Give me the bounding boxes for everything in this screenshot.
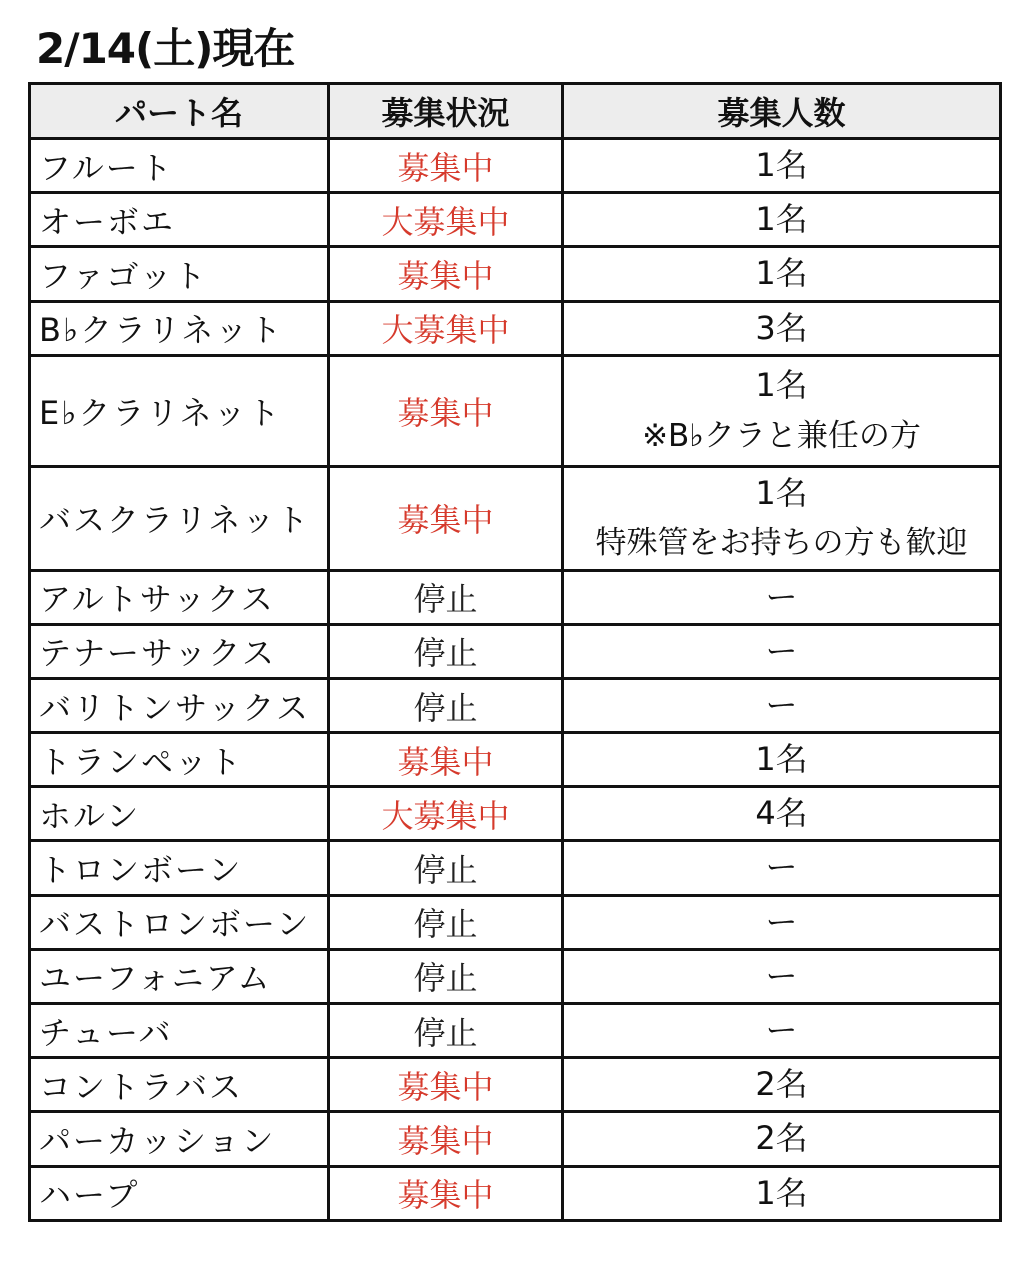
table-row (30, 1004, 1001, 1058)
recruit-status: 募集中 (329, 247, 563, 301)
recruit-count-cell (563, 247, 1001, 301)
part-name: パーカッション (30, 1112, 329, 1166)
recruit-count: 4名 (755, 794, 808, 833)
table-row (30, 570, 1001, 624)
recruit-status: 募集中 (329, 139, 563, 193)
part-name: コントラバス (30, 1058, 329, 1112)
recruit-count-cell (563, 301, 1001, 355)
part-name: アルトサックス (30, 570, 329, 624)
recruit-status: 募集中 (329, 466, 563, 570)
page-title: 2/14(土)現在 (36, 24, 295, 73)
recruit-count-cell (563, 841, 1001, 895)
recruit-count: 1名 (755, 366, 808, 405)
header-status: 募集状況 (329, 84, 563, 139)
recruit-count: 2名 (755, 1119, 808, 1158)
table-row (30, 355, 1001, 466)
recruit-status: 募集中 (329, 1112, 563, 1166)
recruit-count-cell (563, 949, 1001, 1003)
recruit-status: 停止 (329, 570, 563, 624)
recruit-count: 2名 (755, 1065, 808, 1104)
table-row (30, 949, 1001, 1003)
recruit-count: ー (765, 631, 798, 670)
recruit-status: 停止 (329, 1004, 563, 1058)
recruit-count: ー (765, 577, 798, 616)
table-row (30, 1112, 1001, 1166)
part-name: トランペット (30, 733, 329, 787)
table-row (30, 787, 1001, 841)
recruit-count-cell (563, 139, 1001, 193)
recruit-count: ー (765, 902, 798, 941)
recruit-count-cell (563, 466, 1001, 570)
part-name: B♭クラリネット (30, 301, 329, 355)
recruit-count: 1名 (755, 254, 808, 293)
recruit-status: 停止 (329, 841, 563, 895)
recruit-count-cell (563, 1112, 1001, 1166)
header-count: 募集人数 (563, 84, 1001, 139)
recruit-status: 募集中 (329, 1166, 563, 1220)
part-name: トロンボーン (30, 841, 329, 895)
recruit-status: 募集中 (329, 355, 563, 466)
recruit-count: 1名 (755, 146, 808, 184)
part-name: ホルン (30, 787, 329, 841)
table-row (30, 466, 1001, 570)
recruit-count-cell (563, 1166, 1001, 1220)
recruit-status: 大募集中 (329, 193, 563, 247)
part-name: オーボエ (30, 193, 329, 247)
table-row (30, 301, 1001, 355)
recruit-count-cell (563, 1004, 1001, 1058)
recruit-count: 1名 (755, 1173, 808, 1212)
recruit-count-cell (563, 1058, 1001, 1112)
table-row (30, 895, 1001, 949)
recruit-count-cell (563, 678, 1001, 732)
recruit-note: ※B♭クラと兼任の方 (642, 417, 921, 454)
recruit-count-cell (563, 624, 1001, 678)
recruit-count: ー (765, 1011, 798, 1050)
part-name: ハープ (30, 1166, 329, 1220)
recruit-count: ー (765, 956, 798, 995)
recruit-status: 募集中 (329, 733, 563, 787)
recruit-status: 大募集中 (329, 301, 563, 355)
recruit-status: 停止 (329, 949, 563, 1003)
recruit-count-cell (563, 733, 1001, 787)
recruit-note: 特殊管をお持ちの方も歓迎 (595, 524, 968, 561)
recruit-status: 停止 (329, 678, 563, 732)
part-name: ユーフォニアム (30, 949, 329, 1003)
table-header-row (30, 84, 1001, 139)
part-name: バリトンサックス (30, 678, 329, 732)
table-row (30, 247, 1001, 301)
table-row (30, 733, 1001, 787)
part-name: チューバ (30, 1004, 329, 1058)
recruit-count: ー (765, 685, 798, 724)
part-name: ファゴット (30, 247, 329, 301)
recruitment-table (28, 82, 1002, 1222)
part-name: バストロンボーン (30, 895, 329, 949)
part-name: テナーサックス (30, 624, 329, 678)
recruit-count-cell (563, 355, 1001, 466)
recruit-status: 停止 (329, 624, 563, 678)
table-row (30, 1166, 1001, 1220)
recruit-status: 停止 (329, 895, 563, 949)
recruit-count-cell (563, 787, 1001, 841)
part-name: バスクラリネット (30, 466, 329, 570)
recruit-count: ー (765, 848, 798, 887)
table-row (30, 139, 1001, 193)
table-row (30, 624, 1001, 678)
part-name: フルート (30, 139, 329, 193)
recruit-status: 募集中 (329, 1058, 563, 1112)
header-part: パート名 (30, 84, 329, 139)
part-name: E♭クラリネット (30, 355, 329, 466)
recruit-count: 1名 (755, 473, 808, 512)
table-row (30, 678, 1001, 732)
table-row (30, 1058, 1001, 1112)
table-body (30, 139, 1001, 1221)
recruit-count-cell (563, 570, 1001, 624)
table-row (30, 841, 1001, 895)
recruit-status: 大募集中 (329, 787, 563, 841)
recruit-count: 3名 (755, 308, 808, 347)
recruit-count-cell (563, 895, 1001, 949)
recruit-count-cell (563, 193, 1001, 247)
table-row (30, 193, 1001, 247)
recruit-count: 1名 (755, 200, 808, 239)
recruit-count: 1名 (755, 740, 808, 779)
